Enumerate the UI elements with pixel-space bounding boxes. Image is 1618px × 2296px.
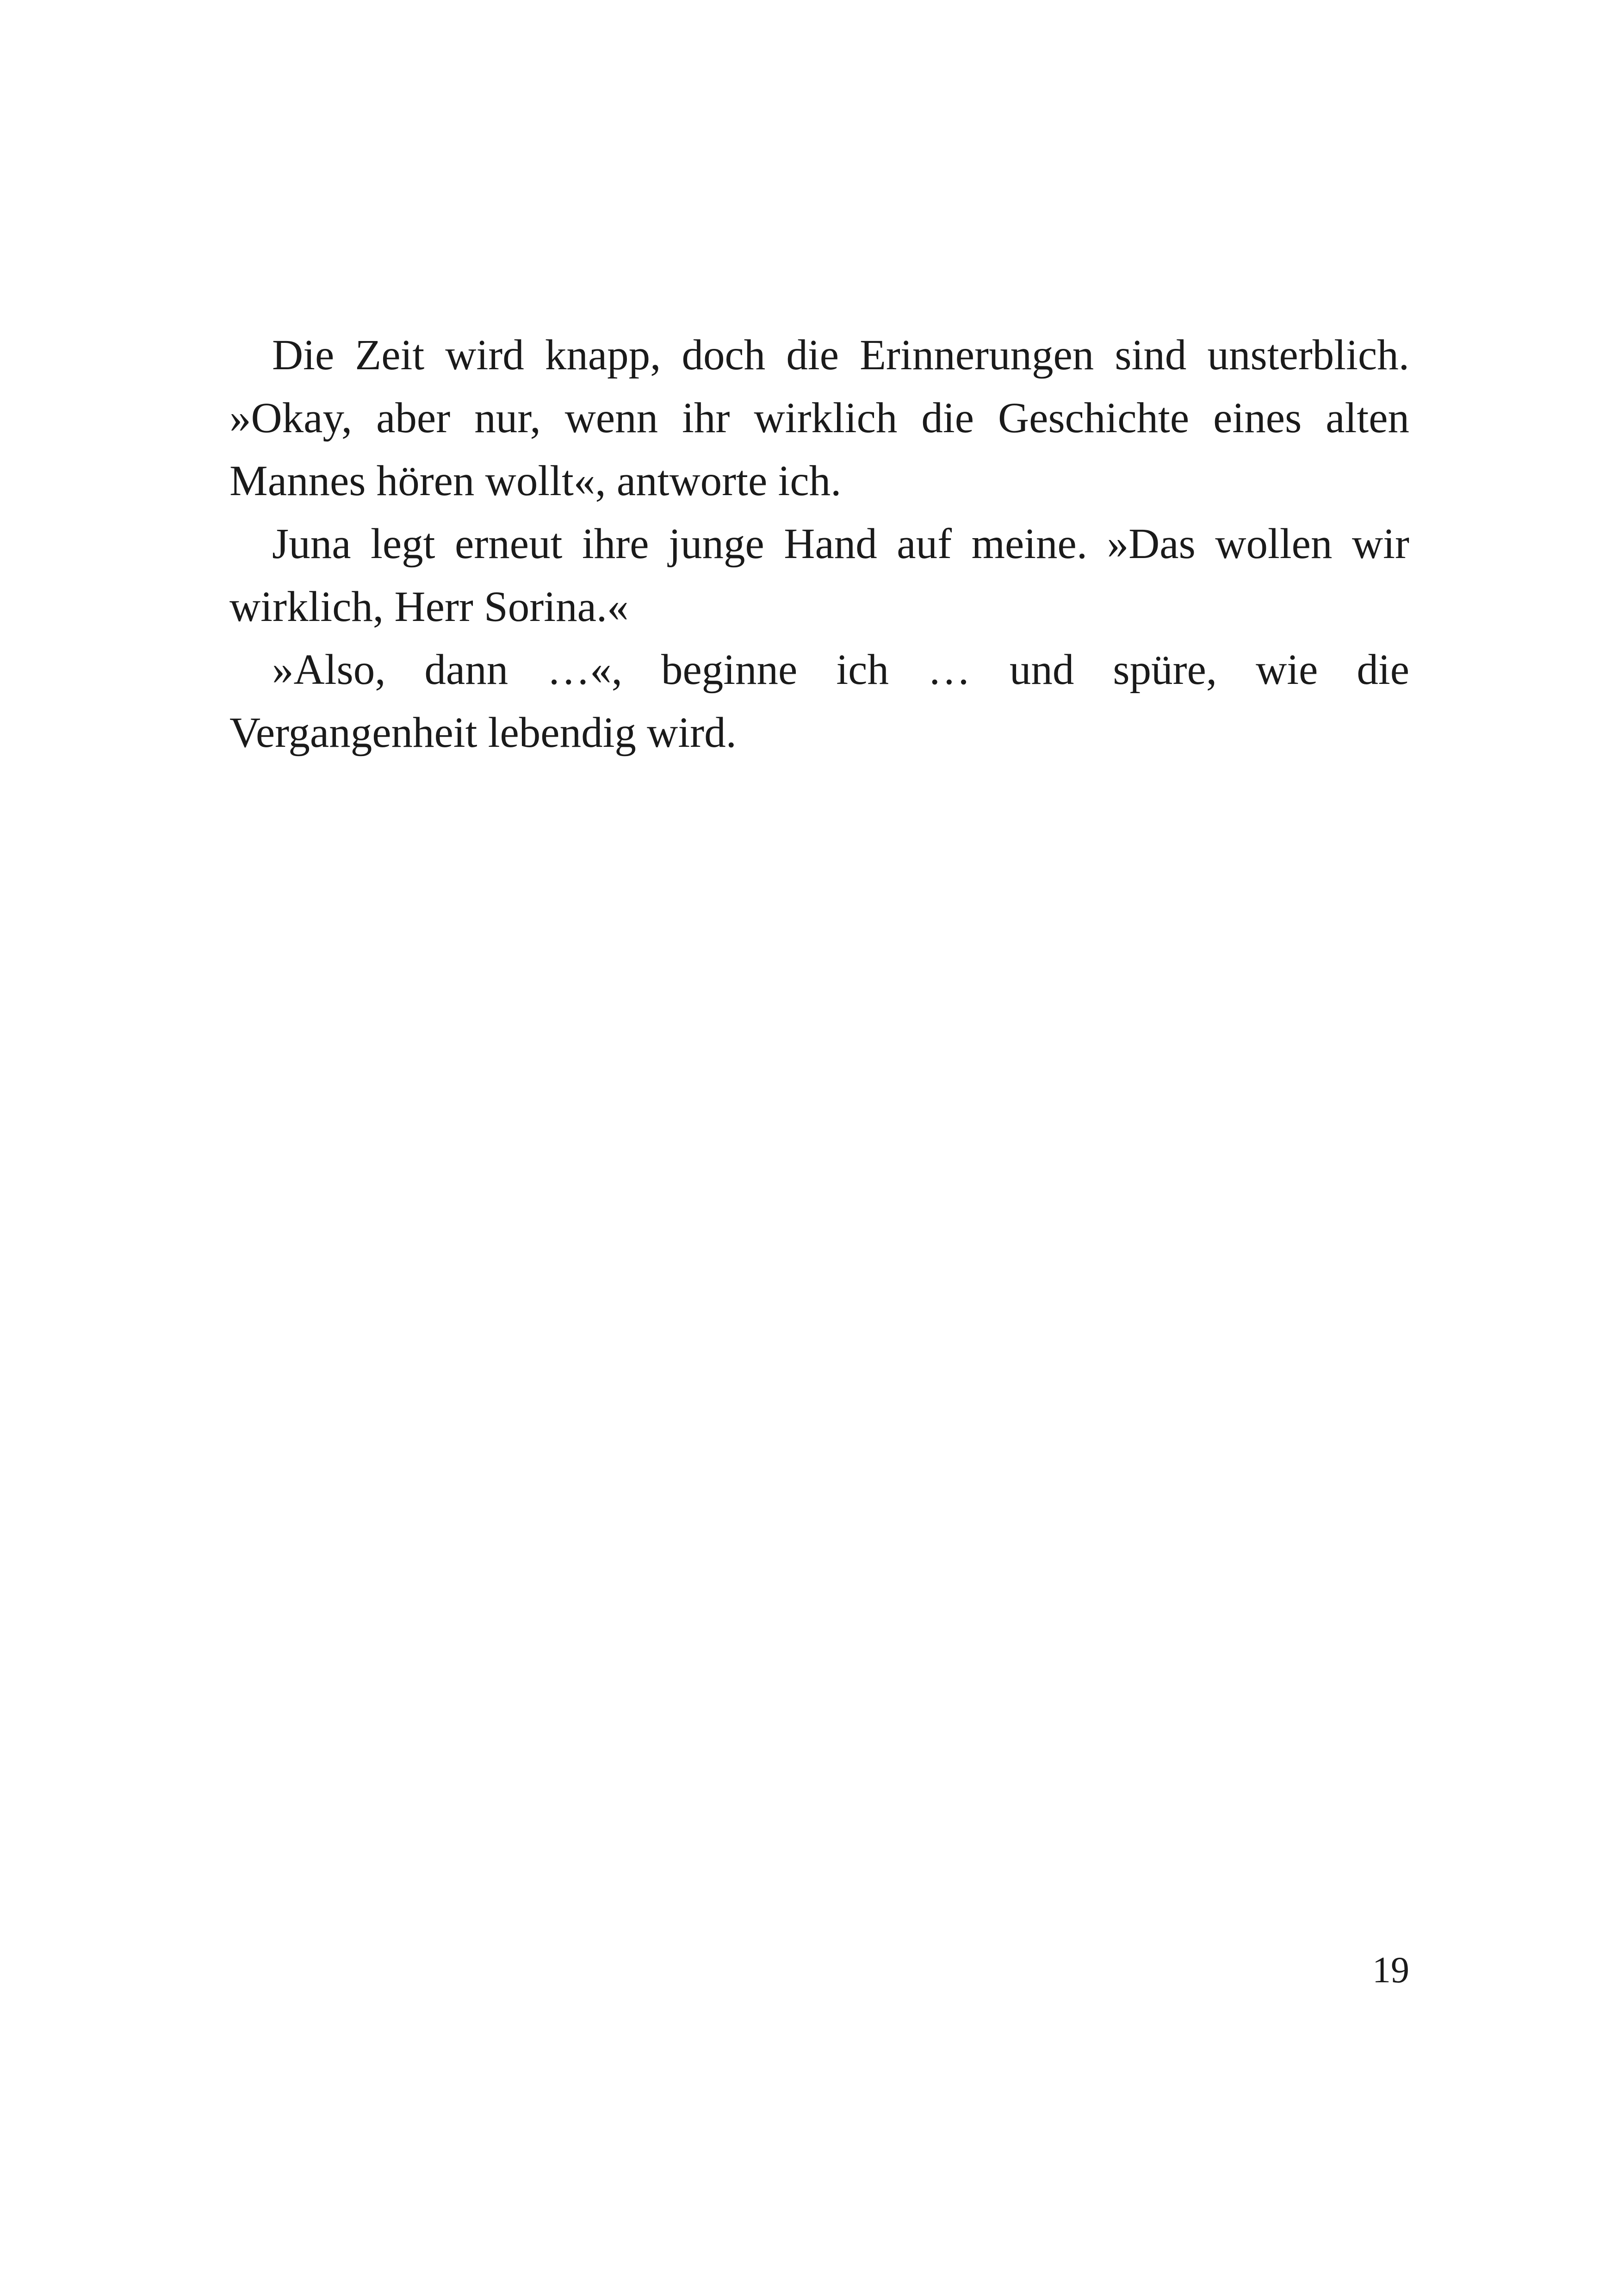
page-number: 19 <box>1372 1950 1409 1991</box>
paragraph-3: »Also, dann …«, beginne ich … und spüre, wie die Vergangenheit lebendig wird. <box>229 646 1409 757</box>
paragraph-2: Juna legt erneut ihre junge Hand auf meine. »Das wollen wir wirklich, Herr Sorina.« <box>229 520 1409 631</box>
paragraph-1: Die Zeit wird knapp, doch die Erinnerungen sind unsterblich. »Okay, aber nur, wenn ihr wirklich die Geschichte eines alten Mannes hören wollt«, antworte ich. <box>229 331 1409 505</box>
body-text <box>229 324 1409 764</box>
